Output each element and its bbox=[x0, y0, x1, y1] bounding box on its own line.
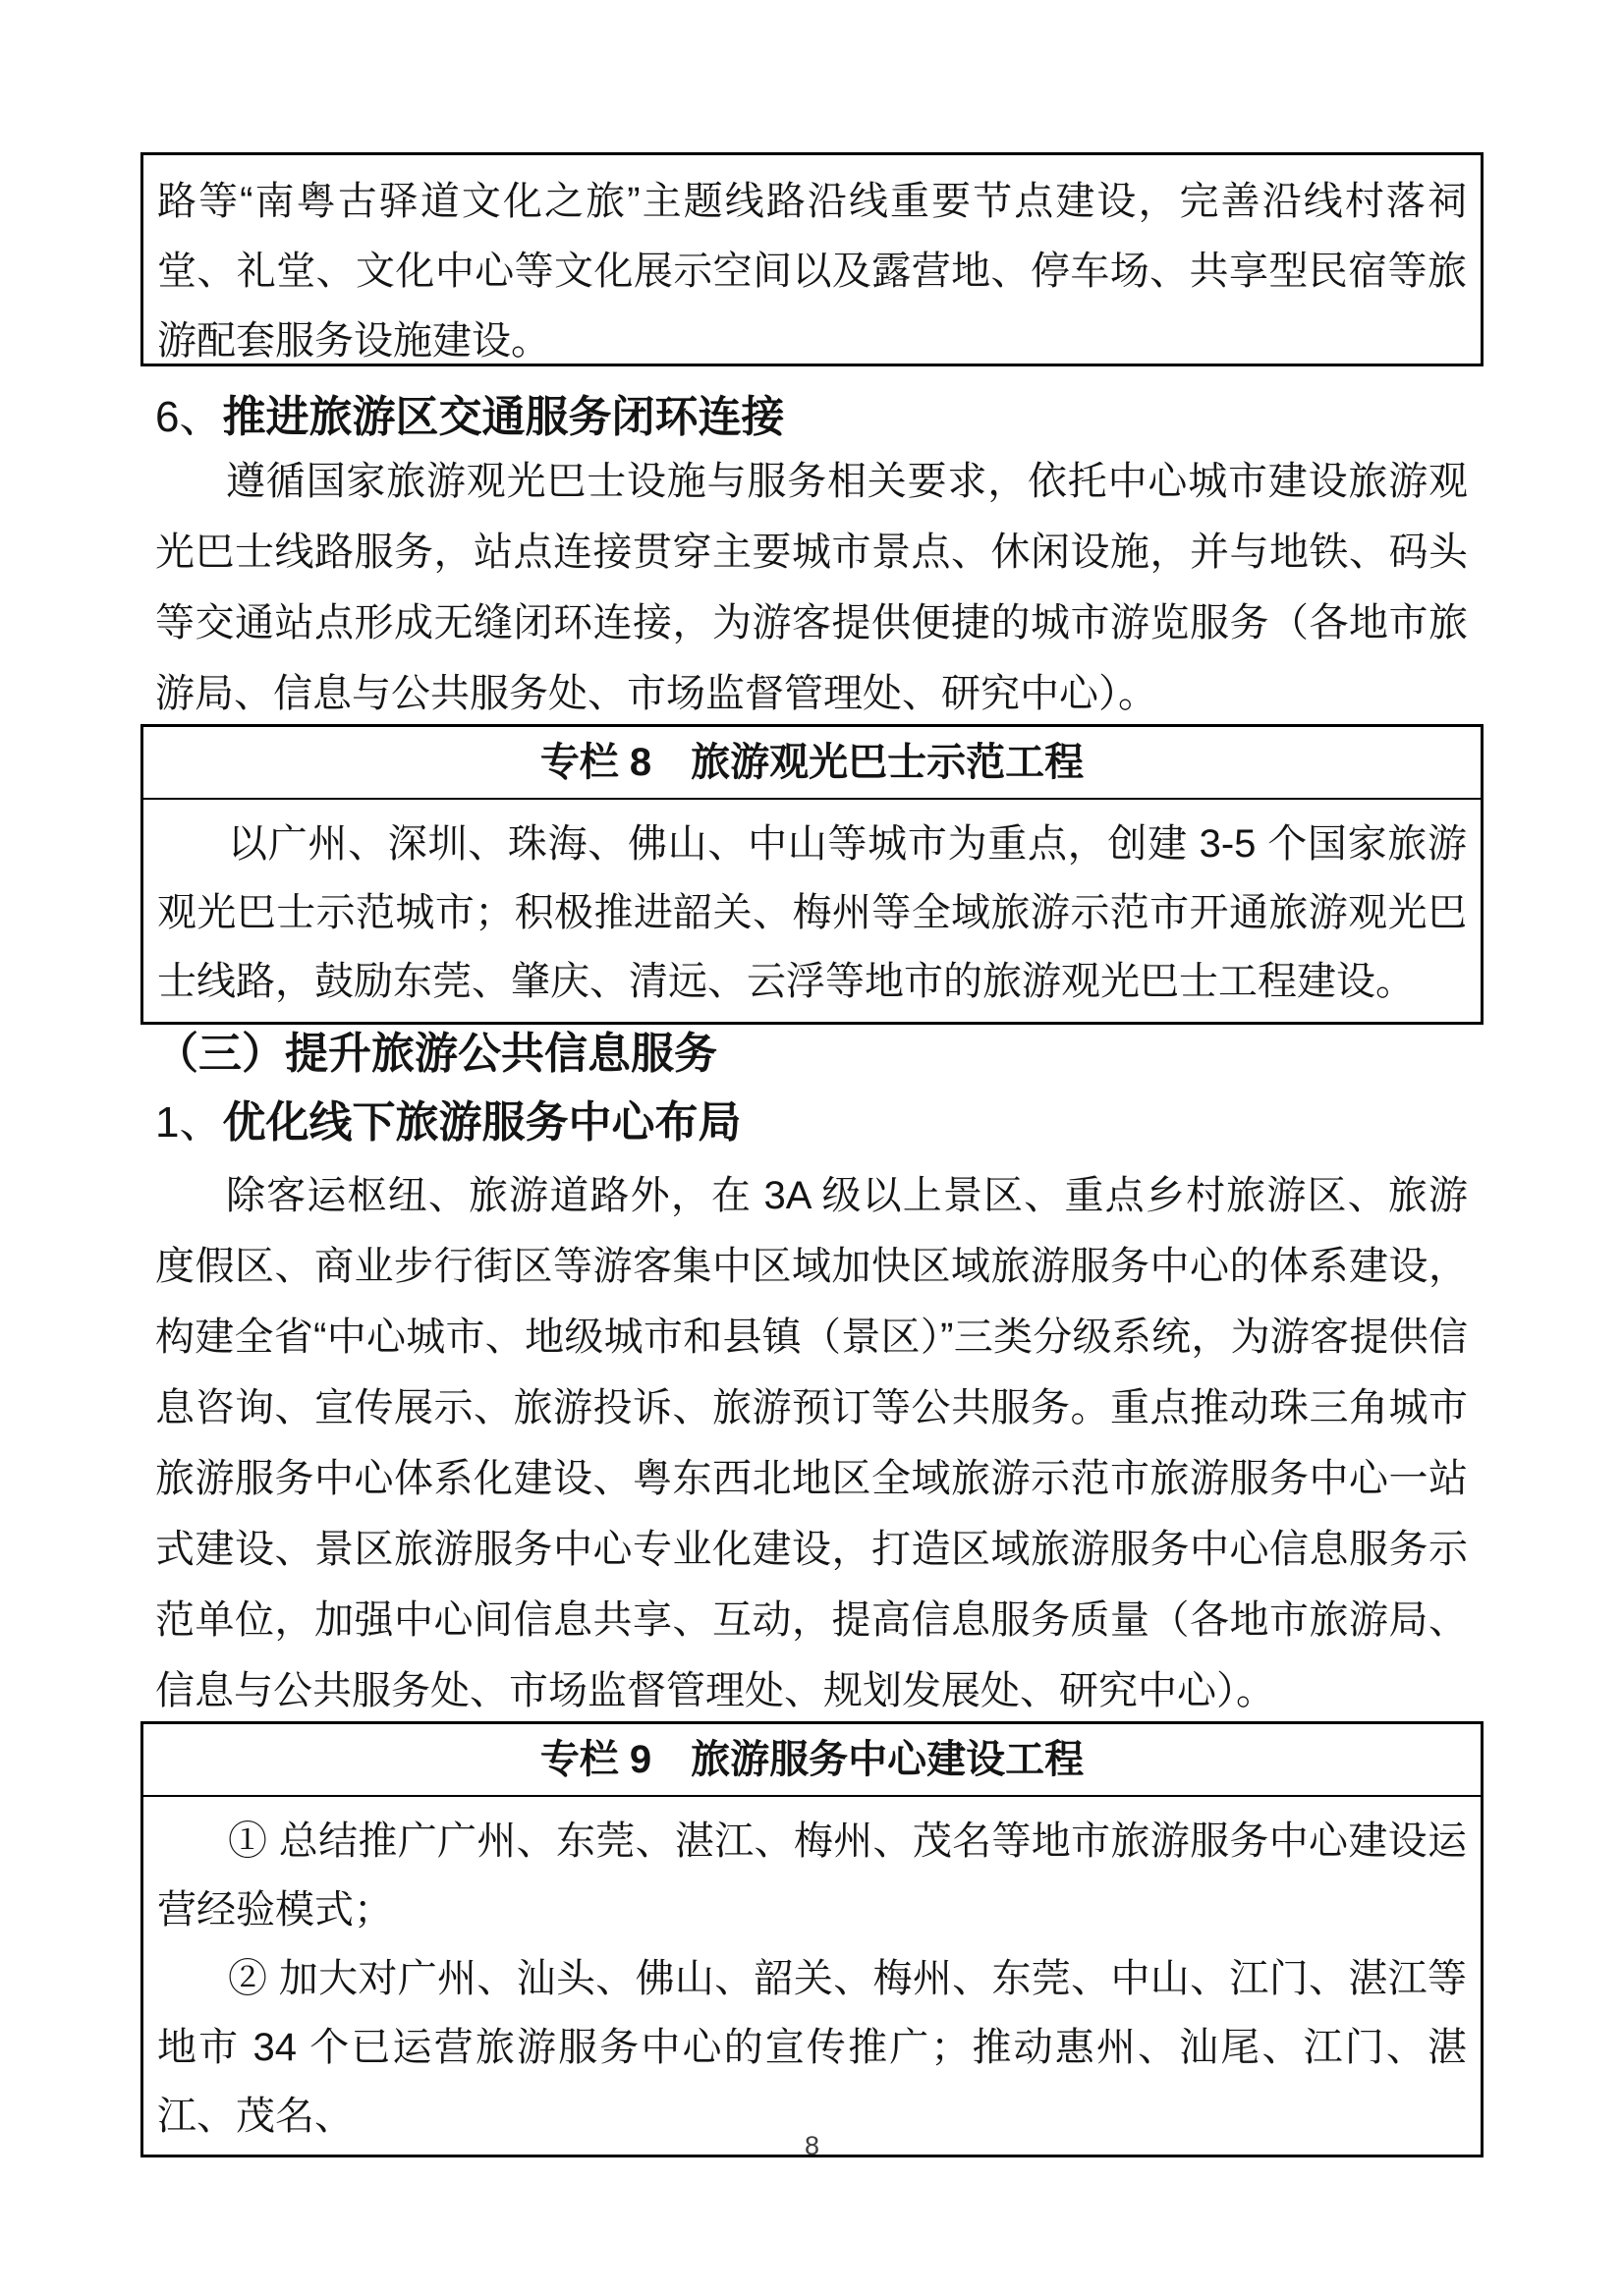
column-8-paragraph: 以广州、深圳、珠海、佛山、中山等城市为重点，创建 3-5 个国家旅游观光巴士示范城市；积极推进韶关、梅州等全域旅游示范市开通旅游观光巴士线路，鼓励东莞、肇庆、清远、云浮等地市的旅游观光巴士工程建设。 bbox=[157, 822, 1467, 1003]
column-8-body bbox=[143, 800, 1481, 1022]
subsection-1-paragraph: 除客运枢纽、旅游道路外，在 3A 级以上景区、重点乡村旅游区、旅游度假区、商业步行街区等游客集中区域加快区域旅游服务中心的体系建设，构建全省“中心城市、地级城市和县镇（景区）”三类分级系统，为游客提供信息咨询、宣传展示、旅游投诉、旅游预订等公共服务。重点推动珠三角城市旅游服务中心体系化建设、粤东西北地区全域旅游示范市旅游服务中心一站式建设、景区旅游服务中心专业化建设，打造区域旅游服务中心信息服务示范单位，加强中心间信息共享、互动，提高信息服务质量（各地市旅游局、信息与公共服务处、市场监督管理处、规划发展处、研究中心）。 bbox=[155, 1174, 1468, 1712]
column-9-item-1: ① 总结推广广州、东莞、湛江、梅州、茂名等地市旅游服务中心建设运营经验模式； bbox=[157, 1820, 1467, 1932]
continuation-text-box bbox=[140, 152, 1484, 366]
continuation-paragraph: 路等“南粤古驿道文化之旅”主题线路沿线重要节点建设，完善沿线村落祠堂、礼堂、文化中心等文化展示空间以及露营地、停车场、共享型民宿等旅游配套服务设施建设。 bbox=[157, 180, 1467, 363]
column-8-box bbox=[140, 724, 1484, 1025]
subsection-1-title: 优化线下旅游服务中心布局 bbox=[222, 1098, 742, 1147]
section-3-heading: （三）提升旅游公共信息服务 bbox=[155, 1030, 717, 1078]
section-6-number: 6、 bbox=[155, 393, 223, 441]
section-6-heading bbox=[155, 382, 1468, 453]
section-6-paragraph: 遵循国家旅游观光巴士设施与服务相关要求，依托中心城市建设旅游观光巴士线路服务，站点连接贯穿主要城市景点、休闲设施，并与地铁、码头等交通站点形成无缝闭环连接，为游客提供便捷的城市游览服务（各地市旅游局、信息与公共服务处、市场监督管理处、研究中心）。 bbox=[155, 460, 1468, 715]
column-9-item-2: ② 加大对广州、汕头、佛山、韶关、梅州、东莞、中山、江门、湛江等地市 34 个已运营旅游服务中心的宣传推广；推动惠州、汕尾、江门、湛江、茂名、 bbox=[157, 1957, 1467, 2138]
subsection-1-heading bbox=[155, 1088, 1468, 1158]
column-9-box bbox=[140, 1721, 1484, 2157]
subsection-1-number: 1、 bbox=[155, 1098, 223, 1147]
column-8-title: 专栏 8 旅游观光巴士示范工程 bbox=[143, 727, 1481, 800]
page-number: 8 bbox=[804, 2131, 820, 2160]
column-9-body bbox=[143, 1797, 1481, 2155]
section-6-title: 推进旅游区交通服务闭环连接 bbox=[222, 393, 785, 441]
column-9-title: 专栏 9 旅游服务中心建设工程 bbox=[143, 1724, 1481, 1797]
